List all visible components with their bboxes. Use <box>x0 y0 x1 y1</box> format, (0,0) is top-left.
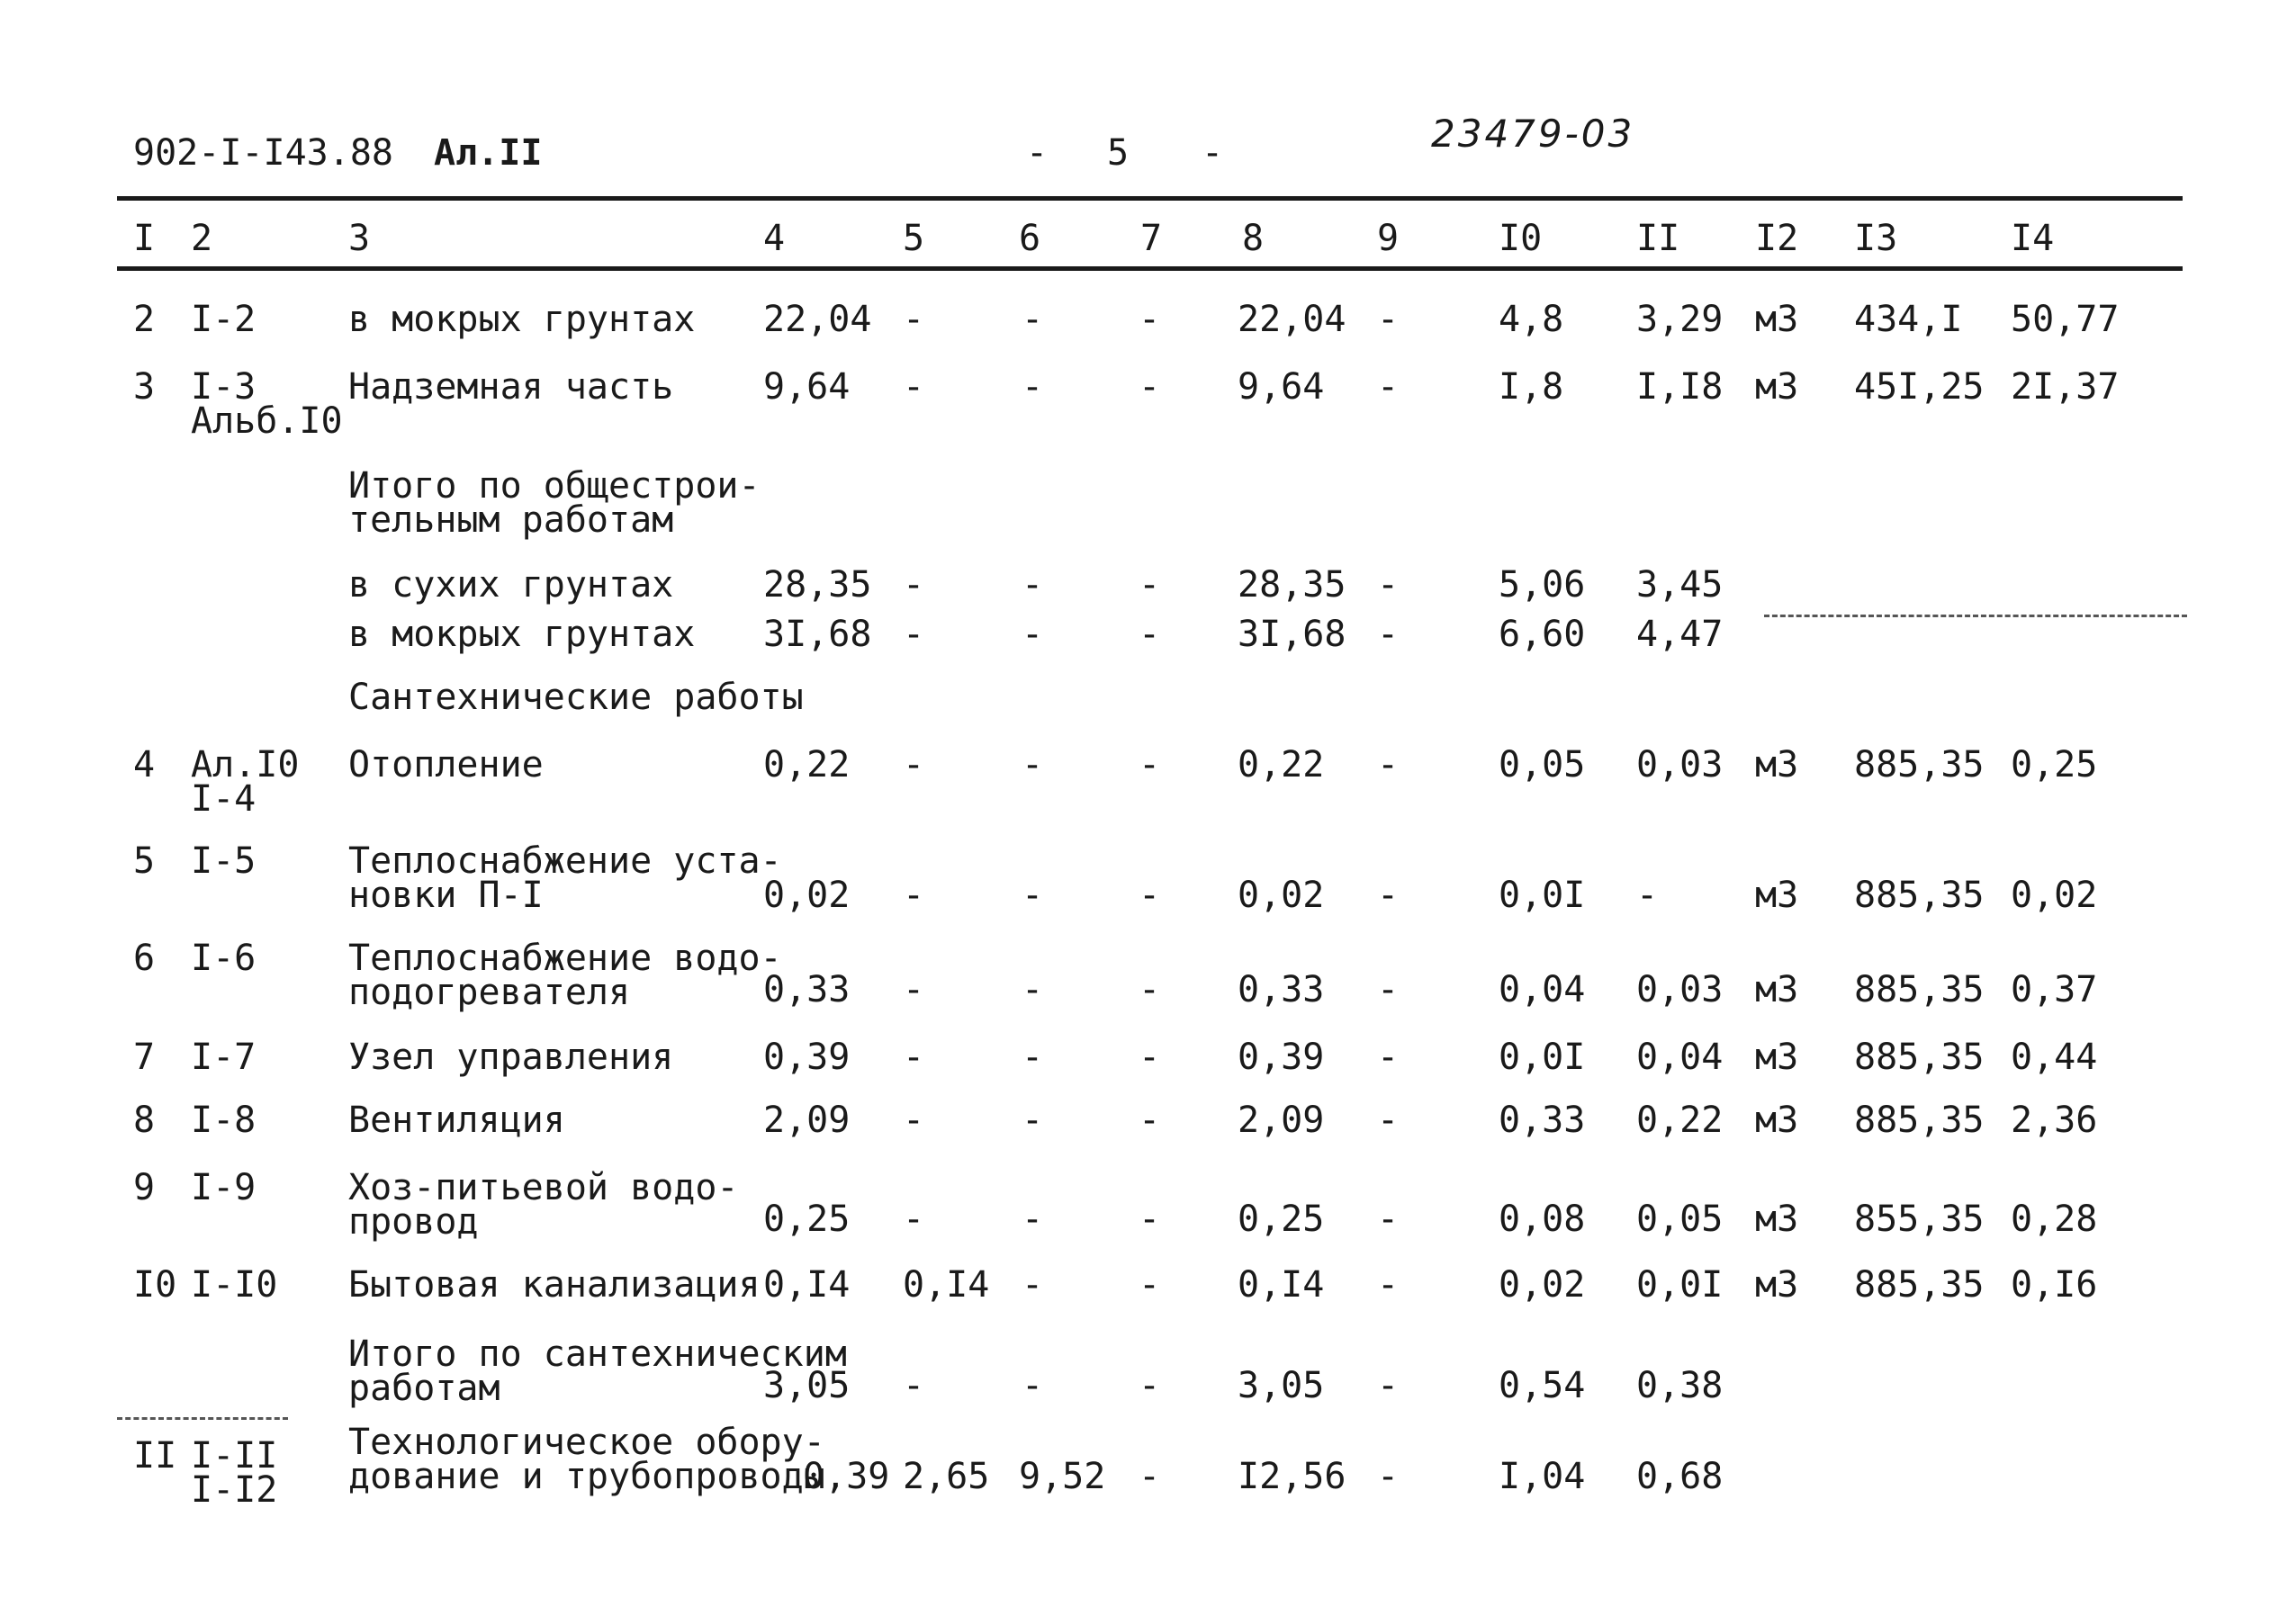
cell-col7: - <box>1139 969 1161 1010</box>
dash-left: - <box>1026 132 1049 174</box>
cell-col10: 0,05 <box>1499 744 1586 786</box>
cell-col14: 0,44 <box>2011 1037 2098 1078</box>
cell-col14: 0,I6 <box>2011 1264 2098 1306</box>
cell-col6: 9,52 <box>1019 1456 1106 1497</box>
cell-col6: - <box>1022 366 1044 408</box>
column-header: I0 <box>1499 218 1543 259</box>
cell-col13: 885,35 <box>1854 1100 1985 1141</box>
row-name: Бытовая канализация <box>348 1264 761 1306</box>
cell-col9: - <box>1377 969 1400 1010</box>
cell-unit: м3 <box>1755 366 1799 408</box>
row-code: I-4 <box>191 778 257 820</box>
row-number: 2 <box>133 299 156 340</box>
cell-col7: - <box>1139 366 1161 408</box>
cell-col6: - <box>1022 1365 1044 1406</box>
cell-col5: - <box>903 366 925 408</box>
cell-col7: - <box>1139 299 1161 340</box>
cell-col8: 28,35 <box>1238 564 1346 606</box>
cell-col7: - <box>1139 1100 1161 1141</box>
cell-col13: 885,35 <box>1854 969 1985 1010</box>
cell-col11: 0,22 <box>1636 1100 1724 1141</box>
row-name: новки П-I <box>348 875 544 916</box>
cell-col7: - <box>1139 1456 1161 1497</box>
cell-col11: 0,04 <box>1636 1037 1724 1078</box>
cell-unit: м3 <box>1755 1037 1799 1078</box>
cell-col4: 0,25 <box>763 1199 851 1240</box>
cell-col4: 3,05 <box>763 1365 851 1406</box>
cell-col7: - <box>1139 564 1161 606</box>
row-code: Альб.I0 <box>191 400 343 442</box>
cell-col4: 0,39 <box>763 1037 851 1078</box>
cell-col8: 0,22 <box>1238 744 1325 786</box>
row-number: 9 <box>133 1167 156 1208</box>
row-name: Надземная часть <box>348 366 674 408</box>
cell-col10: 4,8 <box>1499 299 1564 340</box>
cell-col4: 0,22 <box>763 744 851 786</box>
column-header: 8 <box>1242 218 1265 259</box>
section-heading: Сантехнические работы <box>348 677 804 718</box>
cell-col7: - <box>1139 1199 1161 1240</box>
cell-col5: - <box>903 614 925 655</box>
cell-col14: 0,02 <box>2011 875 2098 916</box>
cell-col10: 6,60 <box>1499 614 1586 655</box>
cell-col11: 0,03 <box>1636 744 1724 786</box>
row-number: 7 <box>133 1037 156 1078</box>
cell-col6: - <box>1022 1199 1044 1240</box>
row-name: в мокрых грунтах <box>348 614 696 655</box>
cell-col11: - <box>1636 875 1659 916</box>
cell-col13: 45I,25 <box>1854 366 1985 408</box>
cell-col10: 0,54 <box>1499 1365 1586 1406</box>
row-number: II <box>133 1435 177 1477</box>
cell-unit: м3 <box>1755 1100 1799 1141</box>
row-number: 8 <box>133 1100 156 1141</box>
row-code: I-II <box>191 1435 278 1477</box>
cell-col13: 885,35 <box>1854 875 1985 916</box>
cell-col7: - <box>1139 614 1161 655</box>
row-code: I-3 <box>191 366 257 408</box>
cell-col9: - <box>1377 564 1400 606</box>
cell-col14: 0,25 <box>2011 744 2098 786</box>
column-header: 4 <box>763 218 786 259</box>
cell-col11: 3,29 <box>1636 299 1724 340</box>
cell-col9: - <box>1377 1264 1400 1306</box>
row-name: Теплоснабжение уста- <box>348 840 782 882</box>
cell-col8: 0,33 <box>1238 969 1325 1010</box>
cell-col4: 3I,68 <box>763 614 872 655</box>
cell-col9: - <box>1377 875 1400 916</box>
cell-col10: 0,04 <box>1499 969 1586 1010</box>
cell-col14: 2,36 <box>2011 1100 2098 1141</box>
cell-col8: 3,05 <box>1238 1365 1325 1406</box>
cell-col9: - <box>1377 299 1400 340</box>
cell-col5: - <box>903 875 925 916</box>
cell-col14: 0,28 <box>2011 1199 2098 1240</box>
cell-col9: - <box>1377 1365 1400 1406</box>
cell-col6: - <box>1022 564 1044 606</box>
row-code: I-7 <box>191 1037 257 1078</box>
row-code: I-8 <box>191 1100 257 1141</box>
cell-col4: 2,09 <box>763 1100 851 1141</box>
cell-col4: 0,02 <box>763 875 851 916</box>
cell-col11: 0,05 <box>1636 1199 1724 1240</box>
column-header: I3 <box>1854 218 1898 259</box>
cell-col7: - <box>1139 744 1161 786</box>
cell-col9: - <box>1377 366 1400 408</box>
cell-col5: - <box>903 1037 925 1078</box>
cell-col6: - <box>1022 744 1044 786</box>
cell-col10: I,8 <box>1499 366 1564 408</box>
row-name: Отопление <box>348 744 544 786</box>
column-header: 3 <box>348 218 371 259</box>
cell-col13: 855,35 <box>1854 1199 1985 1240</box>
cell-col14: 0,37 <box>2011 969 2098 1010</box>
row-name: в сухих грунтах <box>348 564 674 606</box>
page-number: 5 <box>1107 132 1130 174</box>
cell-col10: 0,08 <box>1499 1199 1586 1240</box>
cell-col8: 2,09 <box>1238 1100 1325 1141</box>
row-code: I-I0 <box>191 1264 278 1306</box>
column-header: I4 <box>2011 218 2055 259</box>
row-name: дование и трубопроводы <box>348 1456 825 1497</box>
row-name: подогревателя <box>348 972 631 1013</box>
row-code: I-5 <box>191 840 257 882</box>
cell-col6: - <box>1022 969 1044 1010</box>
cell-col13: 885,35 <box>1854 1037 1985 1078</box>
cell-col7: - <box>1139 875 1161 916</box>
cell-col11: 3,45 <box>1636 564 1724 606</box>
cell-col8: 22,04 <box>1238 299 1346 340</box>
cell-col11: I,I8 <box>1636 366 1724 408</box>
cell-col5: - <box>903 299 925 340</box>
cell-col5: - <box>903 564 925 606</box>
dashed-divider-right <box>1764 615 2187 620</box>
row-name: Хоз-питьевой водо- <box>348 1167 739 1208</box>
document-code: 902-I-I43.88 <box>133 132 393 174</box>
cell-col6: - <box>1022 1264 1044 1306</box>
row-name: в мокрых грунтах <box>348 299 696 340</box>
cell-col9: - <box>1377 1199 1400 1240</box>
dashed-divider-left <box>117 1417 288 1423</box>
cell-col8: 9,64 <box>1238 366 1325 408</box>
cell-col9: - <box>1377 744 1400 786</box>
row-number: 4 <box>133 744 156 786</box>
cell-col4: 0,39 <box>803 1456 890 1497</box>
cell-unit: м3 <box>1755 299 1799 340</box>
cell-col9: - <box>1377 1037 1400 1078</box>
cell-col14: 50,77 <box>2011 299 2120 340</box>
column-header: 5 <box>903 218 925 259</box>
subtotal-heading: тельным работам <box>348 499 674 541</box>
cell-col8: 0,39 <box>1238 1037 1325 1078</box>
cell-col10: 5,06 <box>1499 564 1586 606</box>
cell-col10: 0,02 <box>1499 1264 1586 1306</box>
cell-col10: 0,33 <box>1499 1100 1586 1141</box>
column-header: 6 <box>1019 218 1041 259</box>
cell-unit: м3 <box>1755 875 1799 916</box>
cell-col4: 9,64 <box>763 366 851 408</box>
cell-col6: - <box>1022 1037 1044 1078</box>
row-number: I0 <box>133 1264 177 1306</box>
cell-col5: - <box>903 969 925 1010</box>
header-bottom-rule <box>117 266 2183 271</box>
top-rule <box>117 196 2183 201</box>
row-code: I-2 <box>191 299 257 340</box>
cell-unit: м3 <box>1755 969 1799 1010</box>
column-header: 2 <box>191 218 213 259</box>
cell-col7: - <box>1139 1264 1161 1306</box>
cell-col9: - <box>1377 1100 1400 1141</box>
cell-col5: - <box>903 744 925 786</box>
cell-col9: - <box>1377 1456 1400 1497</box>
subtotal-heading: Итого по общестрои- <box>348 465 761 507</box>
cell-col13: 885,35 <box>1854 1264 1985 1306</box>
cell-col8: 3I,68 <box>1238 614 1346 655</box>
cell-col5: - <box>903 1199 925 1240</box>
cell-unit: м3 <box>1755 744 1799 786</box>
row-name: Технологическое обору- <box>348 1422 825 1463</box>
column-header: II <box>1636 218 1680 259</box>
cell-col7: - <box>1139 1037 1161 1078</box>
row-name: Узел управления <box>348 1037 674 1078</box>
row-number: 6 <box>133 938 156 979</box>
cell-col14: 2I,37 <box>2011 366 2120 408</box>
cell-col4: 28,35 <box>763 564 872 606</box>
cell-col5: - <box>903 1100 925 1141</box>
cell-col8: 0,02 <box>1238 875 1325 916</box>
cell-col10: I,04 <box>1499 1456 1586 1497</box>
cell-col5: 2,65 <box>903 1456 990 1497</box>
cell-col13: 434,I <box>1854 299 1963 340</box>
cell-col11: 0,0I <box>1636 1264 1724 1306</box>
row-code: I-9 <box>191 1167 257 1208</box>
subtotal-heading: Итого по сантехническим <box>348 1333 847 1375</box>
column-header: 9 <box>1377 218 1400 259</box>
row-number: 3 <box>133 366 156 408</box>
cell-col13: 885,35 <box>1854 744 1985 786</box>
cell-col9: - <box>1377 614 1400 655</box>
cell-col6: - <box>1022 614 1044 655</box>
cell-col8: 0,I4 <box>1238 1264 1325 1306</box>
column-header: 7 <box>1140 218 1163 259</box>
cell-col11: 0,68 <box>1636 1456 1724 1497</box>
cell-unit: м3 <box>1755 1199 1799 1240</box>
cell-col4: 22,04 <box>763 299 872 340</box>
cell-col5: 0,I4 <box>903 1264 990 1306</box>
row-code: Ал.I0 <box>191 744 300 786</box>
row-name: провод <box>348 1201 479 1243</box>
inventory-number: 23479-03 <box>1431 112 1635 156</box>
row-code: I-I2 <box>191 1469 278 1511</box>
cell-col10: 0,0I <box>1499 1037 1586 1078</box>
subtotal-heading: работам <box>348 1368 500 1409</box>
cell-col10: 0,0I <box>1499 875 1586 916</box>
album-number: Ал.II <box>434 132 543 174</box>
cell-col11: 0,38 <box>1636 1365 1724 1406</box>
cell-col4: 0,33 <box>763 969 851 1010</box>
cell-col8: I2,56 <box>1238 1456 1346 1497</box>
column-header: I <box>133 218 156 259</box>
row-name: Вентиляция <box>348 1100 565 1141</box>
cell-col11: 0,03 <box>1636 969 1724 1010</box>
cell-col4: 0,I4 <box>763 1264 851 1306</box>
dash-right: - <box>1202 132 1224 174</box>
cell-col7: - <box>1139 1365 1161 1406</box>
row-name: Теплоснабжение водо- <box>348 938 782 979</box>
cell-col6: - <box>1022 1100 1044 1141</box>
row-code: I-6 <box>191 938 257 979</box>
cell-col5: - <box>903 1365 925 1406</box>
cell-col11: 4,47 <box>1636 614 1724 655</box>
cell-unit: м3 <box>1755 1264 1799 1306</box>
cell-col6: - <box>1022 299 1044 340</box>
column-header: I2 <box>1755 218 1799 259</box>
cell-col6: - <box>1022 875 1044 916</box>
row-number: 5 <box>133 840 156 882</box>
cell-col8: 0,25 <box>1238 1199 1325 1240</box>
